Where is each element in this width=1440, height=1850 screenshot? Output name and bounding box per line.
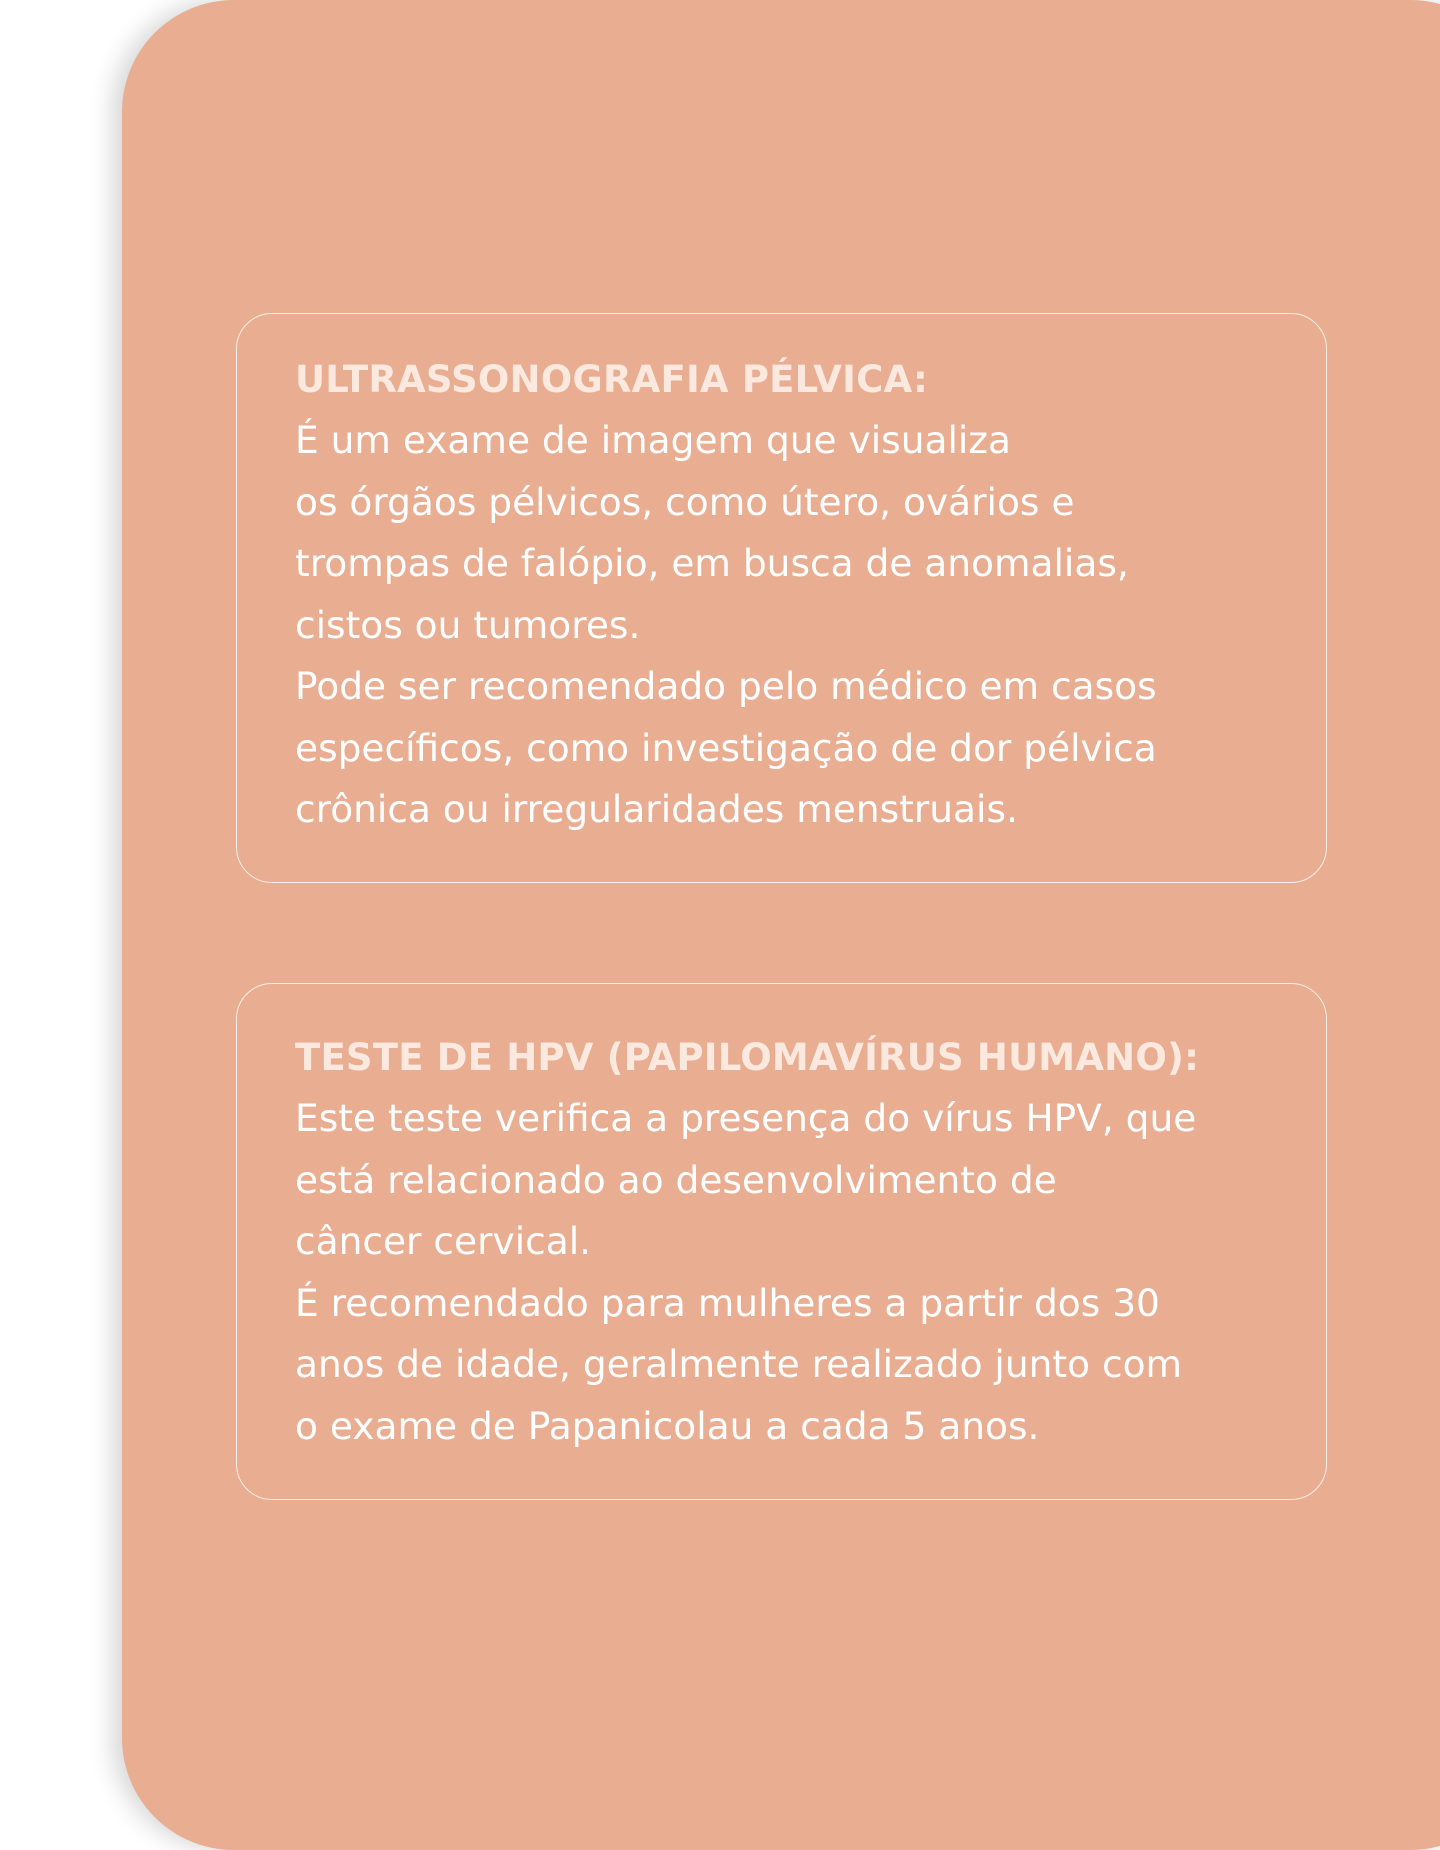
- body-line: Este teste verifica a presença do vírus HPV, que: [295, 1096, 1197, 1140]
- card-title: TESTE DE HPV (PAPILOMAVÍRUS HUMANO):: [295, 1036, 1200, 1079]
- card-ultrassonografia-pelvica: [236, 313, 1327, 883]
- body-line: Pode ser recomendado pelo médico em casos: [295, 664, 1157, 708]
- body-line: o exame de Papanicolau a cada 5 anos.: [295, 1403, 1040, 1448]
- body-line: os órgãos pélvicos, como útero, ovários e: [295, 479, 1075, 524]
- card-teste-hpv: [236, 983, 1327, 1500]
- content-panel: [122, 0, 1440, 1850]
- body-line: É um exame de imagem que visualiza: [295, 418, 1011, 462]
- body-line: específicos, como investigação de dor pélvica: [295, 725, 1157, 770]
- body-line: anos de idade, geralmente realizado junto com: [295, 1342, 1183, 1386]
- body-line: cistos ou tumores.: [295, 602, 641, 647]
- body-line: É recomendado para mulheres a partir dos 30: [295, 1280, 1160, 1325]
- card-body: [295, 1088, 1326, 1457]
- body-line: está relacionado ao desenvolvimento de: [295, 1157, 1057, 1202]
- body-line: câncer cervical.: [295, 1219, 592, 1263]
- card-title: ULTRASSONOGRAFIA PÉLVICA:: [295, 358, 928, 401]
- body-line: crônica ou irregularidades menstruais.: [295, 787, 1018, 831]
- body-line: trompas de falópio, em busca de anomalias,: [295, 541, 1129, 585]
- card-body: [295, 410, 1326, 841]
